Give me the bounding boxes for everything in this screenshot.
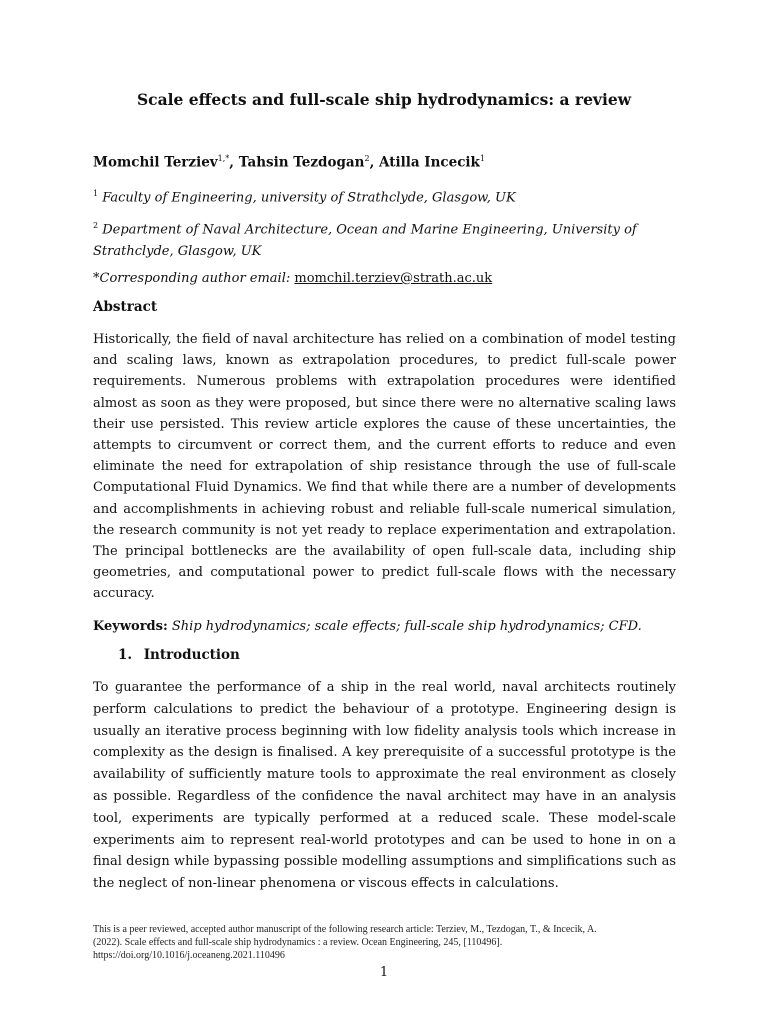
author-affiliation-mark: 1 [479,154,486,163]
keywords-label: Keywords: [93,619,168,634]
author-name: Tahsin Tezdogan [238,154,365,171]
corresponding-label: *Corresponding author email: [93,271,291,286]
affiliation-text: Department of Naval Architecture, Ocean and Marine Engineering, University of Strathclyde, Glasgow, UK [93,222,637,260]
keywords [93,616,676,638]
corresponding-author [93,268,492,290]
affiliation [93,183,683,209]
author-affiliation-mark: 1,* [217,154,230,163]
abstract-heading: Abstract [93,299,158,315]
affiliation [93,215,683,263]
author-separator: , [229,154,239,171]
corresponding-email-link[interactable]: momchil.terziev@strath.ac.uk [294,271,493,286]
introduction-body: To guarantee the performance of a ship in the real world, naval architects routinely perform calculations to predict the behaviour of a prototype. Engineering design is usually an iterative process beginning with low fidelity analysis tools which increase in complexity as the design is finalised. A key prerequisite of a successful prototype is the availability of sufficiently mature tools to approximate the real environment as closely as possible. Regardless of the confidence the naval architect may have in an analysis tool, experiments are typically performed at a reduced scale. These model-scale experiments aim to represent real-world prototypes and can be used to hone in on a final design while bypassing possible modelling assumptions and simplifications such as the neglect of non-linear phenomena or viscous effects in calculations. [93,680,676,892]
keywords-value: Ship hydrodynamics; scale effects; full-scale ship hydrodynamics; CFD. [171,619,642,634]
author-name: Atilla Incecik [378,154,480,171]
author-list [93,154,485,171]
affiliation-mark: 2 [93,221,99,230]
author-name: Momchil Terziev [93,154,218,171]
page-number: 1 [379,965,389,980]
author-separator: , [369,154,379,171]
section-number: 1. [118,647,133,663]
author-affiliation-mark: 2 [364,154,370,163]
section-heading [118,647,240,663]
paper-title: Scale effects and full-scale ship hydrodynamics: a review [136,90,632,109]
affiliation-text: Faculty of Engineering, university of Strathclyde, Glasgow, UK [102,190,516,206]
affiliation-mark: 1 [93,189,99,198]
manuscript-footnote: This is a peer reviewed, accepted author manuscript of the following research article: Terziev, M., Tezdogan, T., & Incecik, A. (2022). Scale effects and full-scale ship hydrodynamics : a review. Ocean Engineering, 245, [110496]. https://doi.org/10.1016/j.oceaneng.2021.110496 [93,924,597,961]
abstract-body: Historically, the field of naval architecture has relied on a combination of model testing and scaling laws, known as extrapolation procedures, to predict full-scale power requirements. Numerous problems with extrapolation procedures were identified almost as soon as they were proposed, but since there were no alternative scaling laws their use persisted. This review article explores the cause of these uncertainties, the attempts to circumvent or correct them, and the current efforts to reduce and even eliminate the need for extrapolation of ship resistance through the use of full-scale Computational Fluid Dynamics. We find that while there are a number of developments and accomplishments in achieving robust and reliable full-scale numerical simulation, the research community is not yet ready to replace experimentation and extrapolation. The principal bottlenecks are the availability of open full-scale data, including ship geometries, and computational power to predict full-scale flows with the necessary accuracy. [93,332,676,602]
section-title: Introduction [143,647,240,663]
